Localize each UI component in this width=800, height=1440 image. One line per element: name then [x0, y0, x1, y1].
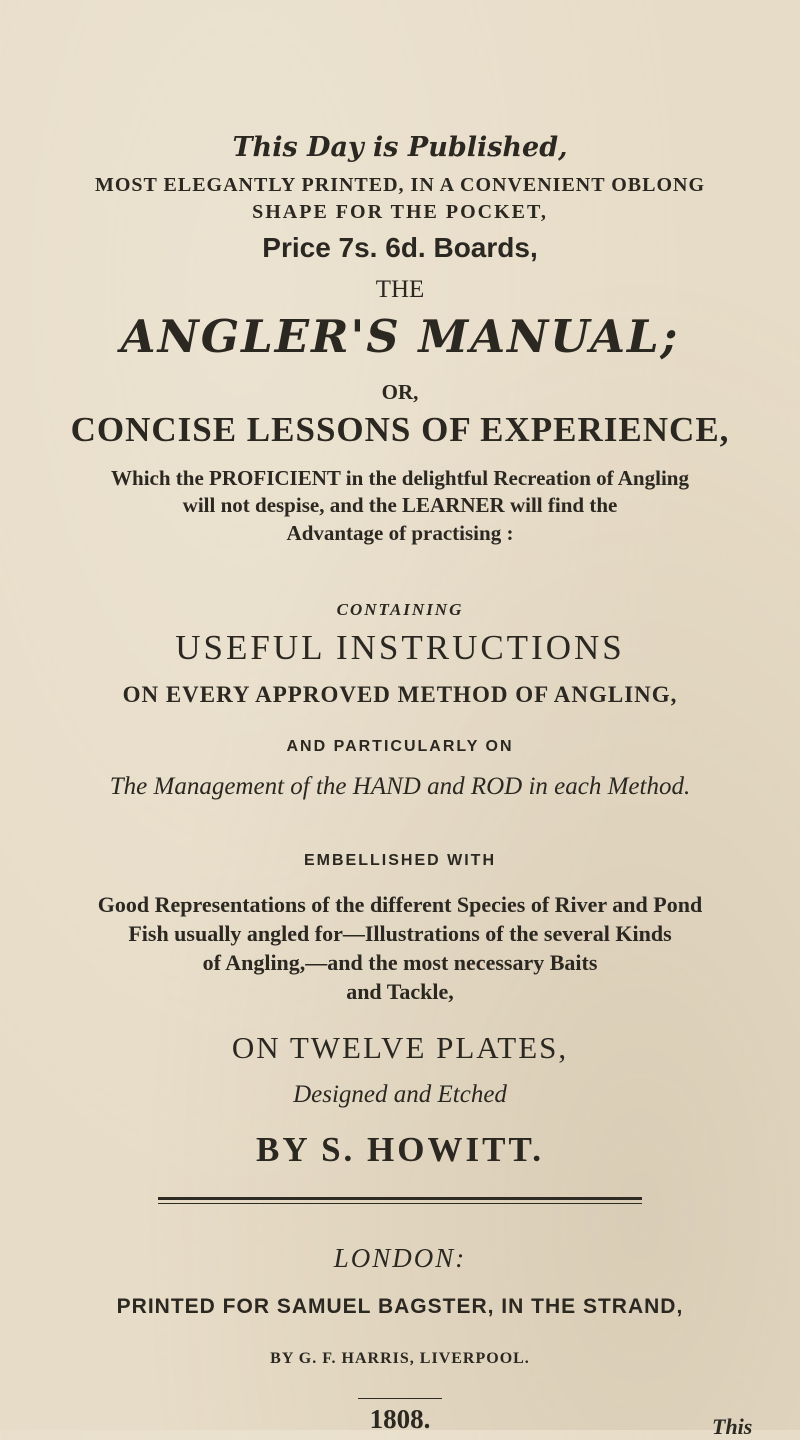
containing-label: CONTAINING [336, 600, 464, 619]
embellishment-line-3: of Angling,—and the most necessary Baits [202, 950, 598, 975]
book-subtitle: CONCISE LESSONS OF EXPERIENCE, [70, 410, 730, 449]
embellished-label: EMBELLISHED WITH [304, 852, 496, 869]
description-line-2: will not despise, and the LEARNER will find the [182, 493, 618, 517]
embellishment-line-4: and Tackle, [346, 979, 454, 1004]
book-title: ANGLER'S MANUAL; [120, 310, 680, 363]
embellishment-line-1: Good Representations of the different Species of River and Pond [97, 892, 703, 917]
plates-line: ON TWELVE PLATES, [231, 1030, 569, 1065]
and-particularly-line: AND PARTICULARLY ON [286, 738, 514, 755]
designed-line: Designed and Etched [293, 1081, 507, 1108]
price-line: Price 7s. 6d. Boards, [262, 232, 538, 263]
description-line-3: Advantage of practising : [286, 521, 514, 545]
imprint-year: 1808. [369, 1404, 431, 1434]
title-conjunction: OR, [381, 380, 419, 404]
double-rule-thick [158, 1197, 642, 1200]
embellishment-line-2: Fish usually angled for—Illustrations of the several Kinds [128, 921, 672, 946]
contents-heading: USEFUL INSTRUCTIONS [175, 628, 625, 667]
agent-line: BY G. F. HARRIS, LIVERPOOL. [270, 1350, 530, 1367]
catchword: This [712, 1414, 753, 1439]
double-rule-thin [158, 1203, 642, 1204]
contents-line: ON EVERY APPROVED METHOD OF ANGLING, [122, 682, 678, 707]
management-line: The Management of the HAND and ROD in each Method. [109, 773, 691, 800]
printer-line: PRINTED FOR SAMUEL BAGSTER, IN THE STRAND, [116, 1295, 684, 1318]
description-line-1: Which the PROFICIENT in the delightful Recreation of Angling [111, 466, 689, 490]
short-rule [358, 1398, 442, 1399]
artist-line: BY S. HOWITT. [256, 1130, 544, 1169]
title-article: THE [375, 276, 425, 303]
format-line-1: MOST ELEGANTLY PRINTED, IN A CONVENIENT OBLONG [94, 174, 706, 196]
announcement-line: This Day is Published, [232, 132, 568, 163]
format-line-2: SHAPE FOR THE POCKET, [252, 201, 548, 223]
imprint-place: LONDON: [333, 1243, 467, 1273]
